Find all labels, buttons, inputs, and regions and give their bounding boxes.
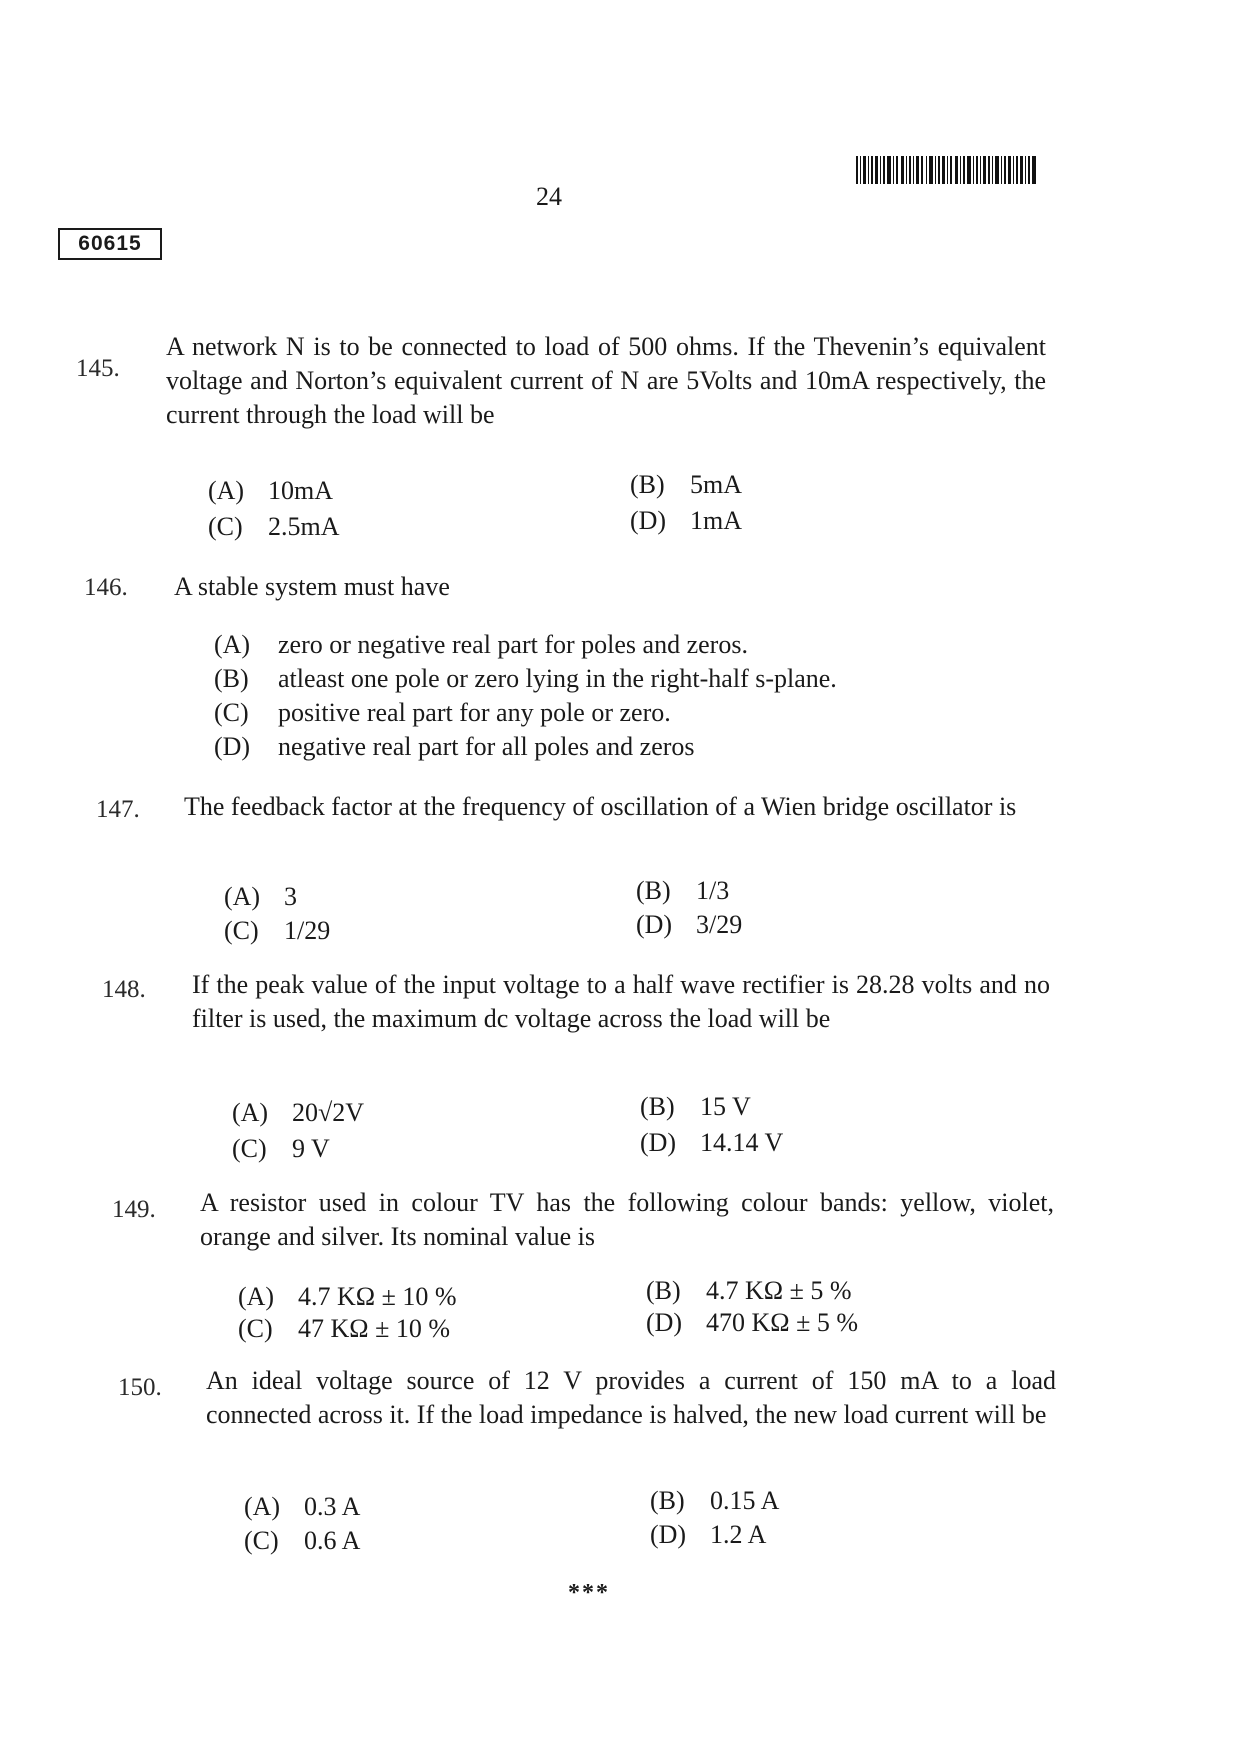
option-text: 1mA [690,506,742,535]
option-letter: (B) [640,1092,675,1121]
option-letter: (C) [232,1134,267,1163]
option-text: 0.6 A [304,1526,361,1555]
question-text: If the peak value of the input voltage to a half wave rectifier is 28.28 volts and no filter is used, the maximum dc voltage across the load will be [192,970,1050,1033]
option-d [214,730,695,764]
option-letter: (D) [636,910,673,939]
option-a [244,1490,360,1524]
option-letter: (B) [214,664,249,693]
option-b [640,1090,751,1124]
option-letter: (D) [650,1520,687,1549]
option-b [630,468,742,502]
option-text: 9 V [292,1134,330,1163]
option-letter: (C) [208,512,243,541]
option-text: 3/29 [696,910,743,939]
option-letter: (C) [224,916,259,945]
question-text: A resistor used in colour TV has the following colour bands: yellow, violet, orange and silver. Its nominal value is [200,1188,1054,1251]
option-c [232,1132,330,1166]
question-number: 149. [112,1196,156,1223]
question-number: 150. [118,1374,162,1401]
option-d [640,1126,783,1160]
option-text: atleast one pole or zero lying in the right-half s-plane. [278,664,837,693]
option-text: 2.5mA [268,512,340,541]
option-b [214,662,837,696]
option-d [630,504,742,538]
option-d [646,1306,858,1340]
option-letter: (D) [214,732,251,761]
option-c [238,1312,450,1346]
option-text: 4.7 KΩ ± 5 % [706,1276,852,1305]
option-text: 470 KΩ ± 5 % [706,1308,859,1337]
option-text: 0.3 A [304,1492,361,1521]
option-c [244,1524,360,1558]
option-letter: (C) [238,1314,273,1343]
option-text: 0.15 A [710,1486,780,1515]
option-a [214,628,748,662]
option-text: 47 KΩ ± 10 % [298,1314,451,1343]
option-letter: (A) [214,630,251,659]
question-text: An ideal voltage source of 12 V provides a current of 150 mA to a load connected across it. If the load impedance is halved, the new load current will be [206,1366,1056,1429]
question-number: 146. [84,574,128,601]
option-letter: (A) [244,1492,281,1521]
option-text: 5mA [690,470,742,499]
option-d [636,908,742,942]
barcode [856,150,1046,190]
option-text: 10mA [268,476,333,505]
option-letter: (B) [650,1486,685,1515]
option-text: 14.14 V [700,1128,784,1157]
option-b [646,1274,852,1308]
paper-code-box: 60615 [58,228,162,260]
end-of-paper-mark: *** [568,1580,610,1606]
option-letter: (D) [646,1308,683,1337]
option-letter: (A) [238,1282,275,1311]
question-number: 147. [96,796,140,823]
option-letter: (C) [244,1526,279,1555]
option-a [238,1280,457,1314]
option-c [224,914,330,948]
option-letter: (A) [208,476,245,505]
option-a [232,1096,364,1130]
option-d [650,1518,766,1552]
option-letter: (C) [214,698,249,727]
option-a [224,880,297,914]
option-text: 1.2 A [710,1520,767,1549]
option-letter: (A) [232,1098,269,1127]
option-letter: (D) [640,1128,677,1157]
option-text: negative real part for all poles and zeros [278,732,695,761]
option-text: 4.7 KΩ ± 10 % [298,1282,457,1311]
option-b [636,874,729,908]
option-c [214,696,671,730]
option-text: positive real part for any pole or zero. [278,698,671,727]
option-c [208,510,340,544]
option-letter: (B) [636,876,671,905]
question-text: A network N is to be connected to load of 500 ohms. If the Thevenin’s equivalent voltage and Norton’s equivalent current of N are 5Volts and 10mA respectively, the current through the load will be [166,332,1046,429]
option-text: zero or negative real part for poles and zeros. [278,630,748,659]
option-letter: (A) [224,882,261,911]
option-b [650,1484,779,1518]
question-number: 148. [102,976,146,1003]
option-letter: (B) [630,470,665,499]
option-text: 20√2V [292,1098,365,1127]
option-text: 1/29 [284,916,331,945]
question-number: 145. [76,355,120,382]
option-a [208,474,333,508]
option-letter: (B) [646,1276,681,1305]
page-number: 24 [536,182,562,211]
option-text: 15 V [700,1092,751,1121]
option-text: 1/3 [696,876,730,905]
question-text: A stable system must have [174,572,450,601]
option-letter: (D) [630,506,667,535]
option-text: 3 [284,882,297,911]
question-text: The feedback factor at the frequency of oscillation of a Wien bridge oscillator is [184,792,1017,821]
